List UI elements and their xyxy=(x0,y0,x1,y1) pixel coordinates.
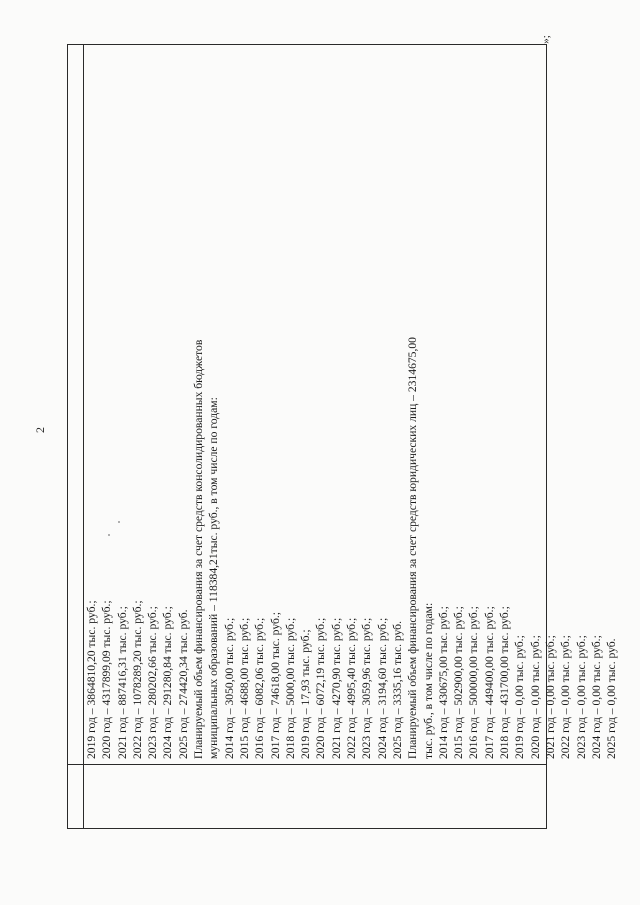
text-line: 2021 год – 887416,31 тыс. руб.; xyxy=(115,606,129,759)
text-line: 2015 год – 502900,00 тыс. руб.; xyxy=(452,606,466,759)
text-line: 2015 год – 4688,00 тыс. руб.; xyxy=(237,617,251,759)
text-line: 2024 год – 0,00 тыс. руб.; xyxy=(589,635,603,759)
text-line: 2020 год – 6072,19 тыс. руб.; xyxy=(314,617,328,759)
text-line: 2019 год – 3864810,20 тыс. руб.; xyxy=(85,600,98,759)
text-line: 2023 год – 280202,66 тыс. руб.; xyxy=(146,606,160,759)
section-heading-legal-entities-cont: тыс. руб., в том числе по годам: xyxy=(421,602,435,759)
closing-quote-mark: »; xyxy=(539,35,552,44)
text-line: 2024 год – 291280,84 тыс. руб.; xyxy=(161,606,175,759)
text-line: 2021 год – 0,00 тыс. руб.; xyxy=(543,635,557,759)
text-line: 2019 год – 17,93 тыс. руб.; xyxy=(299,629,313,759)
table-column-divider xyxy=(68,764,546,765)
text-line: 2017 год – 449400,00 тыс. руб.; xyxy=(482,606,496,759)
text-line: 2023 год – 0,00 тыс. руб.; xyxy=(574,635,588,759)
text-line: 2020 год – 4317899,09 тыс. руб.; xyxy=(100,600,114,759)
text-line: 2016 год – 500000,00 тыс. руб.; xyxy=(467,606,481,759)
scan-speck xyxy=(108,534,110,536)
section-heading-legal-entities: Планируемый объем финансирования за счет средств юридических лиц – 2314675,00 xyxy=(406,337,420,759)
text-line: 2014 год – 3050,00 тыс. руб.; xyxy=(222,617,236,759)
section-heading-municipal: Планируемый объем финансирования за счет средств консолидированных бюджетов xyxy=(192,339,206,759)
text-line: 2022 год – 4995,40 тыс. руб.; xyxy=(345,617,359,759)
text-line: 2014 год – 430675,00 тыс. руб.; xyxy=(436,606,450,759)
text-line: 2020 год – 0,00 тыс. руб.; xyxy=(528,635,542,759)
text-line: 2022 год – 0,00 тыс. руб.; xyxy=(559,635,573,759)
text-line: 2018 год – 431700,00 тыс. руб.; xyxy=(498,606,512,759)
text-line: 2016 год – 6082,06 тыс. руб.; xyxy=(253,617,267,759)
funding-text-block xyxy=(84,93,619,763)
text-line: 2018 год – 5000,00 тыс. руб.; xyxy=(283,617,297,759)
text-line: 2025 год – 0,00 тыс. руб. xyxy=(605,638,619,759)
section-heading-municipal-cont: муниципальных образований – 118384,21тыс. руб., в том числе по годам: xyxy=(207,397,221,759)
text-line: 2025 год – 3335,16 тыс. руб. xyxy=(390,621,404,759)
funding-table xyxy=(67,44,619,829)
text-line: 2024 год – 3194,60 тыс. руб.; xyxy=(375,617,389,759)
text-line: 2022 год – 1078289,20 тыс. руб.; xyxy=(130,600,144,759)
text-line: 2023 год – 3059,96 тыс. руб.; xyxy=(360,617,374,759)
text-line: 2025 год – 274420,34 тыс. руб. xyxy=(176,609,190,759)
scan-speck xyxy=(118,521,120,523)
text-line: 2021 год – 4270,90 тыс. руб.; xyxy=(329,617,343,759)
page-number: 2 xyxy=(33,427,47,433)
text-line: 2017 год – 74618,00 тыс. руб.; xyxy=(268,612,282,759)
text-line: 2019 год – 0,00 тыс. руб.; xyxy=(513,635,527,759)
